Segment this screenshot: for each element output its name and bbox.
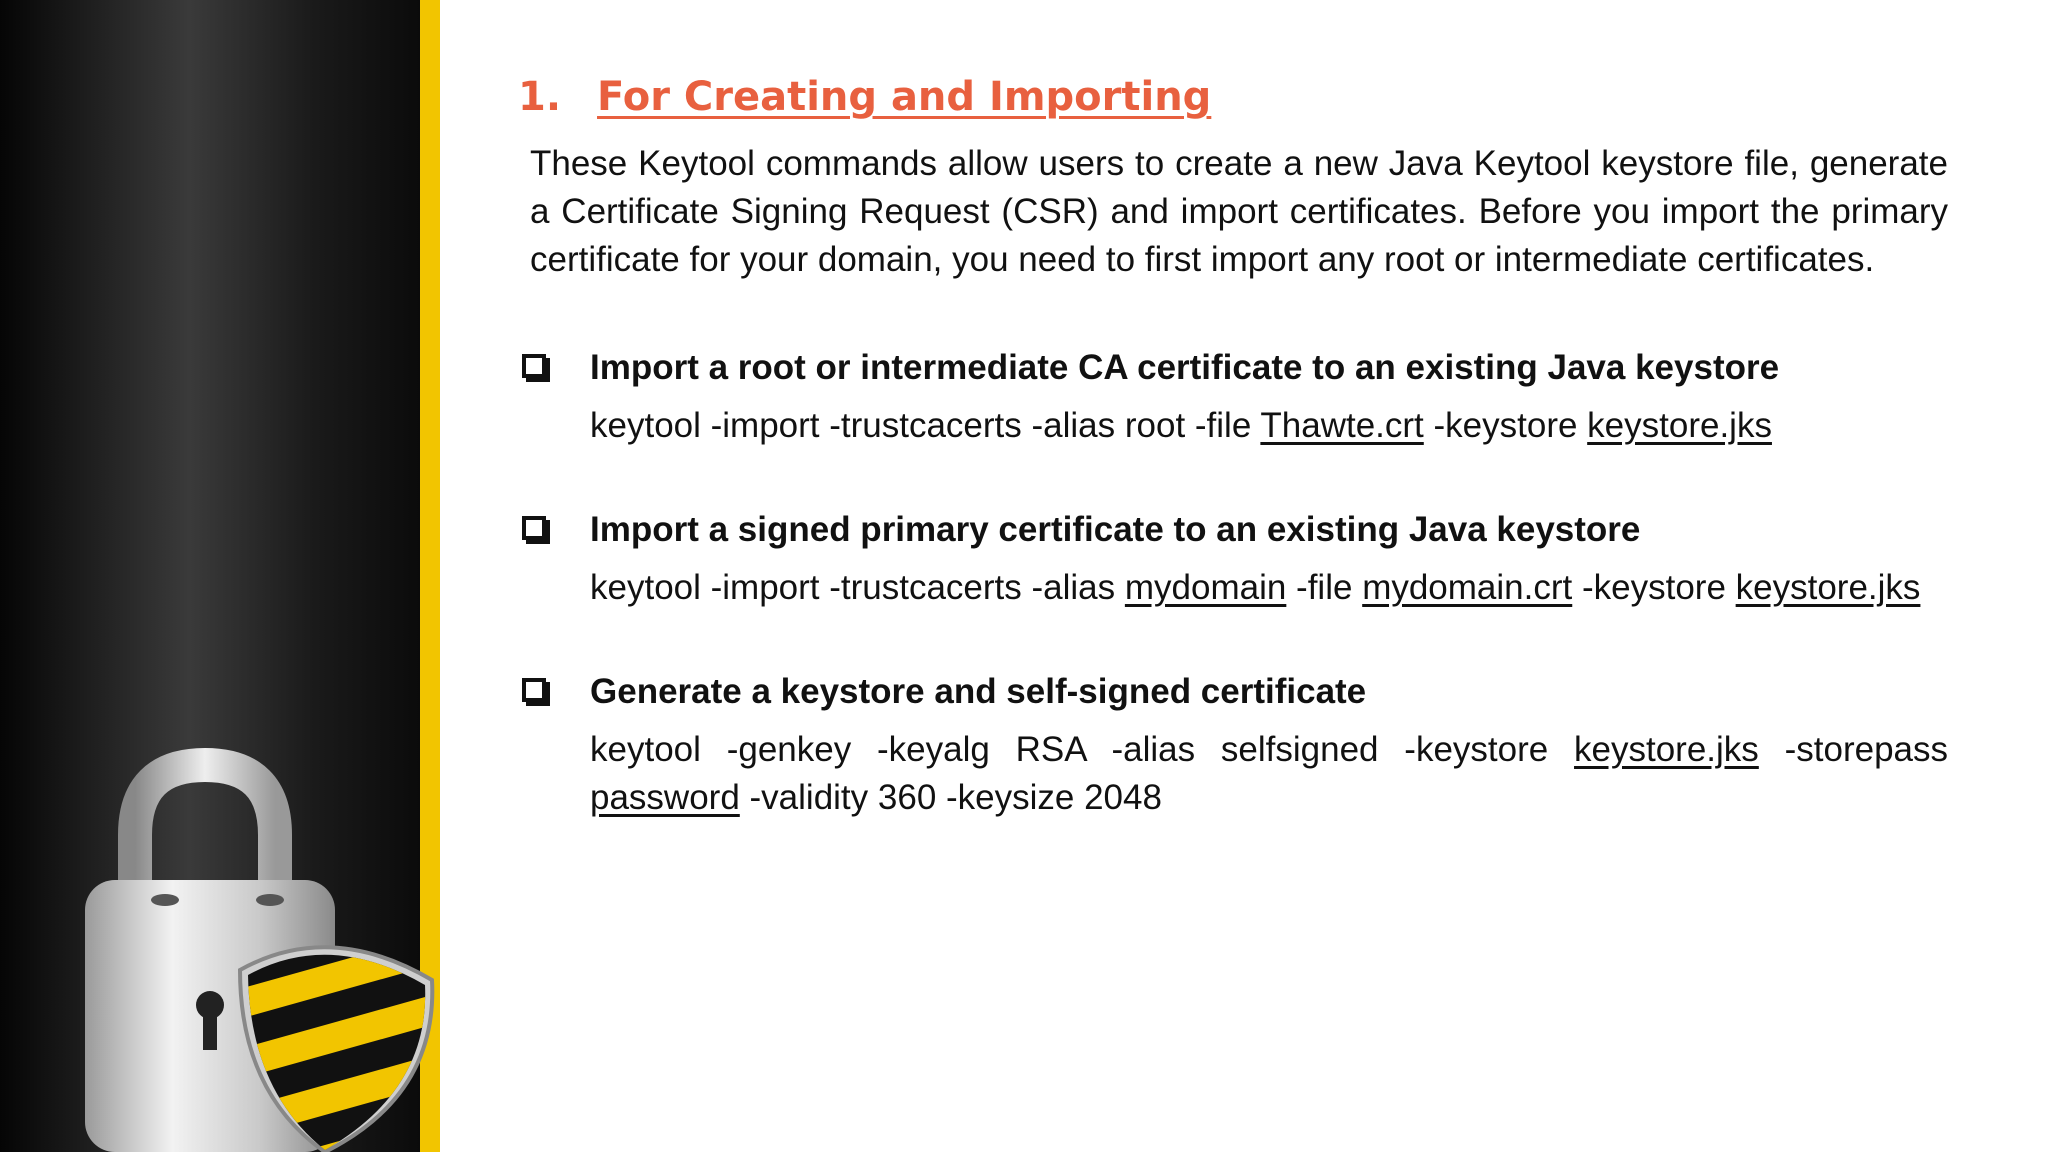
command-argument: password <box>590 778 740 817</box>
side-panel <box>0 0 440 1152</box>
command-segment: -storepass <box>1758 730 1949 769</box>
command-text <box>590 726 1948 822</box>
heading-title: For Creating and Importing <box>597 74 1212 120</box>
checkbox-icon <box>522 678 546 702</box>
command-segment: keytool -import -trustcacerts -alias root -file <box>590 406 1261 445</box>
command-item-body <box>590 670 1948 822</box>
command-segment: -file <box>1286 568 1363 607</box>
command-title: Import a signed primary certificate to an existing Java keystore <box>590 510 1641 549</box>
command-item <box>518 346 1948 450</box>
command-segment: keytool -import -trustcacerts -alias <box>590 568 1125 607</box>
checkbox-icon <box>522 516 546 540</box>
command-item <box>518 670 1948 822</box>
command-segment: -validity 360 -keysize 2048 <box>739 778 1162 817</box>
command-item <box>518 508 1948 612</box>
command-segment: keytool -genkey -keyalg RSA -alias selfsigned -keystore <box>590 730 1575 769</box>
command-list <box>518 346 1948 822</box>
command-argument: keystore.jks <box>1574 730 1759 769</box>
command-segment: -keystore <box>1572 568 1736 607</box>
command-text <box>590 402 1948 450</box>
checkbox-icon <box>522 354 546 378</box>
lock-illustration <box>0 0 440 1152</box>
command-item-body <box>590 508 1948 612</box>
command-title: Import a root or intermediate CA certificate to an existing Java keystore <box>590 348 1780 387</box>
command-argument: mydomain <box>1124 568 1287 607</box>
heading-number: 1. <box>518 74 562 120</box>
command-argument: keystore.jks <box>1735 568 1921 607</box>
command-argument: keystore.jks <box>1587 406 1772 445</box>
command-argument: mydomain.crt <box>1362 568 1573 607</box>
command-title: Generate a keystore and self-signed certificate <box>590 672 1367 711</box>
section-heading <box>518 74 1948 120</box>
main-content <box>518 74 1948 880</box>
command-argument: Thawte.crt <box>1260 406 1424 445</box>
command-text <box>590 564 1948 612</box>
command-segment: -keystore <box>1423 406 1588 445</box>
command-item-body <box>590 346 1948 450</box>
intro-paragraph: These Keytool commands allow users to create a new Java Keytool keystore file, generate a Certificate Signing Request (CSR) and import certificates. Before you import the primary certificate for your domain, you need to first import any root or intermediate certificates. <box>530 144 1948 279</box>
